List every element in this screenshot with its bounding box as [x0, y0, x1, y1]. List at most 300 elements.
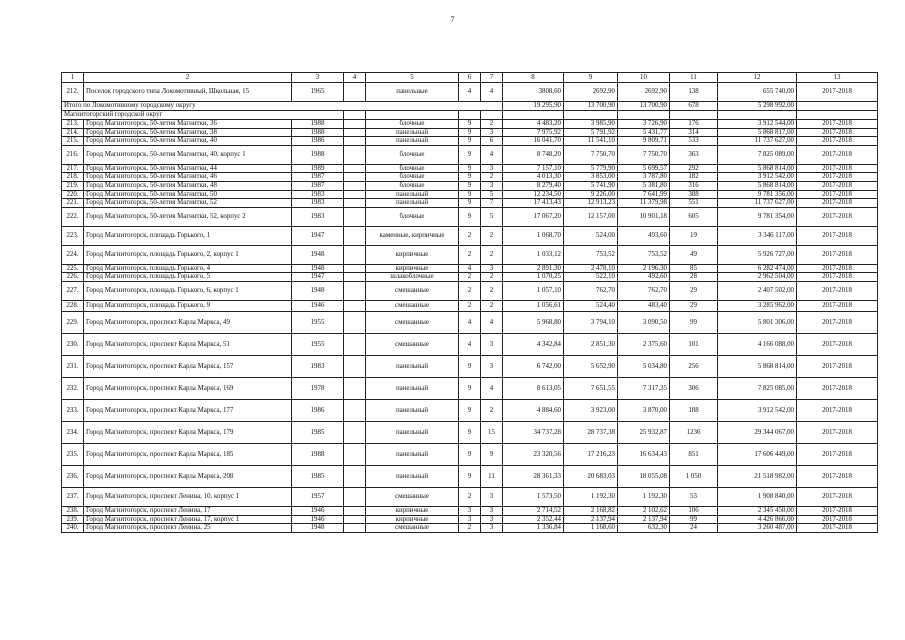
table-cell: 9: [459, 164, 481, 173]
table-cell: 1946: [292, 515, 344, 524]
table-row: [62, 137, 878, 146]
table-cell: 1 050: [670, 465, 718, 487]
table-cell: 762,70: [564, 281, 618, 300]
table-cell: 2: [459, 226, 481, 245]
table-cell: 3 985,90: [564, 120, 618, 129]
table-cell: 229.: [62, 311, 84, 333]
table-cell: [344, 120, 366, 129]
total-cell: 678: [670, 102, 718, 111]
table-cell: 524,00: [564, 226, 618, 245]
table-cell: блочные: [366, 120, 459, 129]
table-cell: 5: [481, 190, 503, 199]
table-cell: 2: [459, 281, 481, 300]
table-cell: панельные: [366, 83, 459, 102]
section-row: [62, 111, 878, 120]
table-cell: 1 168,60: [564, 524, 618, 533]
table-row: [62, 311, 878, 333]
table-cell: Город Магнитогорск, проспект Карла Маркса, 208: [84, 465, 292, 487]
table-cell: 99: [670, 311, 718, 333]
table-cell: [344, 226, 366, 245]
table-cell: [344, 145, 366, 164]
table-cell: 3: [481, 506, 503, 515]
table-cell: 1 192,30: [564, 487, 618, 506]
table-cell: 2 714,52: [503, 506, 564, 515]
table-cell: 1947: [292, 273, 344, 282]
table-cell: 2692,90: [564, 83, 618, 102]
table-row: [62, 399, 878, 421]
table-cell: 99: [670, 515, 718, 524]
table-cell: 20 683,03: [564, 465, 618, 487]
table-cell: 3: [481, 487, 503, 506]
table-row: [62, 465, 878, 487]
table-cell: 138: [670, 83, 718, 102]
table-cell: кирпичные: [366, 245, 459, 264]
table-row: [62, 190, 878, 199]
table-cell: 11 541,10: [564, 137, 618, 146]
table-cell: 8 748,20: [503, 145, 564, 164]
total-row: [62, 102, 878, 111]
table-cell: 106: [670, 506, 718, 515]
table-cell: 237.: [62, 487, 84, 506]
table-cell: 2017-2018: [797, 164, 878, 173]
table-cell: Город Магнитогорск, проспект Карла Маркса, 169: [84, 377, 292, 399]
table-cell: панельный: [366, 137, 459, 146]
table-cell: 292: [670, 164, 718, 173]
header-cell: 7: [481, 73, 503, 83]
table-cell: 306: [670, 377, 718, 399]
table-cell: 216.: [62, 145, 84, 164]
header-cell: 10: [618, 73, 670, 83]
table-cell: 232.: [62, 377, 84, 399]
table-cell: 2017-2018: [797, 506, 878, 515]
table-row: [62, 199, 878, 208]
table-cell: блочные: [366, 207, 459, 226]
table-cell: 3 090,50: [618, 311, 670, 333]
table-cell: 3: [481, 333, 503, 355]
table-cell: 1 908 840,00: [718, 487, 797, 506]
table-cell: 224.: [62, 245, 84, 264]
table-cell: 9: [481, 443, 503, 465]
table-cell: 2017-2018: [797, 199, 878, 208]
table-cell: 256: [670, 355, 718, 377]
table-cell: 6: [481, 137, 503, 146]
table-cell: 2: [481, 226, 503, 245]
table-cell: 213.: [62, 120, 84, 129]
table-cell: 9: [459, 145, 481, 164]
table-cell: 493,60: [618, 226, 670, 245]
table-cell: 4 483,20: [503, 120, 564, 129]
table-cell: 7 641,99: [618, 190, 670, 199]
empty-cell: [344, 111, 366, 120]
total-cell: 13 700,90: [564, 102, 618, 111]
table-cell: [344, 524, 366, 533]
table-cell: Город Магнитогорск, проспект Ленина, 17: [84, 506, 292, 515]
table-cell: 5 868 814,00: [718, 355, 797, 377]
table-cell: 1987: [292, 181, 344, 190]
table-cell: 2 407 502,00: [718, 281, 797, 300]
table-cell: Город Магнитогорск, 50-летия Магнитки, 36: [84, 120, 292, 129]
table-cell: 2017-2018: [797, 137, 878, 146]
table-cell: 222.: [62, 207, 84, 226]
table-cell: Город Магнитогорск, проспект Ленина, 10, корпус 1: [84, 487, 292, 506]
table-cell: 4: [459, 333, 481, 355]
table-cell: 101: [670, 333, 718, 355]
table-cell: 2: [481, 273, 503, 282]
table-cell: 2 962 504,00: [718, 273, 797, 282]
table-cell: 2 352,44: [503, 515, 564, 524]
table-cell: 17 067,20: [503, 207, 564, 226]
table-cell: панельный: [366, 128, 459, 137]
table-row: [62, 207, 878, 226]
table-cell: 227.: [62, 281, 84, 300]
table-cell: 1988: [292, 145, 344, 164]
table-cell: 2: [459, 245, 481, 264]
table-cell: 3808,60: [503, 83, 564, 102]
table-cell: шлакоблочные: [366, 273, 459, 282]
table-cell: 215.: [62, 137, 84, 146]
table-cell: Город Магнитогорск, 50-летия Магнитки, 48: [84, 181, 292, 190]
table-cell: [344, 190, 366, 199]
table-cell: 28 361,33: [503, 465, 564, 487]
table-cell: 29: [670, 281, 718, 300]
table-cell: 24: [670, 524, 718, 533]
table-cell: 2017-2018: [797, 311, 878, 333]
header-cell: 5: [366, 73, 459, 83]
table-cell: 17 413,43: [503, 199, 564, 208]
table-cell: 9: [459, 377, 481, 399]
table-cell: Город Магнитогорск, 50-летия Магнитки, 40: [84, 137, 292, 146]
table-cell: 522,10: [564, 273, 618, 282]
empty-cell: [481, 111, 503, 120]
table-cell: 4: [459, 83, 481, 102]
table-cell: [344, 311, 366, 333]
table-cell: 3 726,90: [618, 120, 670, 129]
table-cell: 231.: [62, 355, 84, 377]
table-cell: [344, 173, 366, 182]
table-cell: 2 375,60: [618, 333, 670, 355]
table-cell: 9: [459, 443, 481, 465]
table-cell: 85: [670, 264, 718, 273]
table-cell: Город Магнитогорск, проспект Карла Маркса, 177: [84, 399, 292, 421]
table-cell: 762,70: [618, 281, 670, 300]
table-cell: 7 750,70: [564, 145, 618, 164]
table-cell: 9: [459, 190, 481, 199]
table-cell: Город Магнитогорск, площадь Горького, 1: [84, 226, 292, 245]
table-cell: 753,52: [618, 245, 670, 264]
table-cell: 1948: [292, 524, 344, 533]
table-cell: Город Магнитогорск, площадь Горького, 9: [84, 300, 292, 311]
total-label: Итого по Локомотивному городскому округу: [62, 102, 503, 111]
table-cell: Поселок городского типа Локомотивный, Школьная, 15: [84, 83, 292, 102]
table-cell: 2: [481, 120, 503, 129]
table-cell: 11: [481, 465, 503, 487]
table-cell: 533: [670, 137, 718, 146]
table-cell: 2: [459, 524, 481, 533]
table-row: [62, 273, 878, 282]
table-cell: 524,40: [564, 300, 618, 311]
table-row: [62, 355, 878, 377]
table-cell: 3: [459, 506, 481, 515]
table-cell: 9: [459, 137, 481, 146]
table-cell: 3 870,00: [618, 399, 670, 421]
table-cell: 2017-2018: [797, 145, 878, 164]
table-cell: [344, 128, 366, 137]
table-cell: [344, 164, 366, 173]
table-row: [62, 83, 878, 102]
table-cell: 2 478,10: [564, 264, 618, 273]
table-cell: 9: [459, 207, 481, 226]
table-cell: 2 102,62: [618, 506, 670, 515]
table-cell: 1948: [292, 281, 344, 300]
table-cell: 3: [481, 264, 503, 273]
table-cell: 3: [481, 128, 503, 137]
table-row: [62, 226, 878, 245]
table-cell: 2: [459, 300, 481, 311]
table-cell: 605: [670, 207, 718, 226]
table-cell: 363: [670, 145, 718, 164]
table-cell: 4 013,30: [503, 173, 564, 182]
table-cell: смешанные: [366, 333, 459, 355]
empty-cell: [670, 111, 718, 120]
table-cell: 3 853,00: [564, 173, 618, 182]
table-cell: [344, 83, 366, 102]
table-cell: панельный: [366, 199, 459, 208]
total-cell: 19 295,90: [503, 102, 564, 111]
table-cell: 21 518 982,00: [718, 465, 797, 487]
table-row: [62, 506, 878, 515]
table-cell: 9: [459, 355, 481, 377]
table-cell: 2017-2018: [797, 399, 878, 421]
table-cell: 7 157,10: [503, 164, 564, 173]
table-cell: 1965: [292, 83, 344, 102]
table-cell: 23 320,56: [503, 443, 564, 465]
table-cell: 3 923,00: [564, 399, 618, 421]
table-cell: 217.: [62, 164, 84, 173]
table-cell: 29 344 067,00: [718, 421, 797, 443]
table-cell: 1983: [292, 190, 344, 199]
table-cell: 314: [670, 128, 718, 137]
table-cell: 2 168,82: [564, 506, 618, 515]
table-row: [62, 281, 878, 300]
table-cell: [344, 300, 366, 311]
table-cell: 11 737 627,00: [718, 199, 797, 208]
table-cell: 16 634,43: [618, 443, 670, 465]
table-row: [62, 524, 878, 533]
empty-cell: [459, 111, 481, 120]
table-row: [62, 164, 878, 173]
table-cell: 1948: [292, 264, 344, 273]
table-cell: 2: [459, 487, 481, 506]
header-cell: 4: [344, 73, 366, 83]
table-cell: блочные: [366, 173, 459, 182]
table-cell: 7 317,35: [618, 377, 670, 399]
table-cell: 53: [670, 487, 718, 506]
table-cell: 1955: [292, 311, 344, 333]
housing-table: [61, 72, 878, 533]
table-row: [62, 443, 878, 465]
table-cell: 2 891,30: [503, 264, 564, 273]
table-cell: 25 932,87: [618, 421, 670, 443]
table-cell: смешанные: [366, 281, 459, 300]
table-cell: 3 285 962,00: [718, 300, 797, 311]
header-cell: 13: [797, 73, 878, 83]
table-cell: 5 791,92: [564, 128, 618, 137]
table-cell: кирпичные: [366, 264, 459, 273]
table-cell: 1988: [292, 443, 344, 465]
table-cell: [344, 245, 366, 264]
table-cell: панельный: [366, 443, 459, 465]
table-cell: 5 381,80: [618, 181, 670, 190]
table-cell: [344, 506, 366, 515]
table-cell: смешанные: [366, 300, 459, 311]
table-cell: [344, 487, 366, 506]
table-cell: 2017-2018: [797, 515, 878, 524]
table-cell: 2 851,30: [564, 333, 618, 355]
table-cell: 1 033,12: [503, 245, 564, 264]
table-cell: [344, 421, 366, 443]
table-cell: 9 781 356,00: [718, 190, 797, 199]
table-cell: [344, 137, 366, 146]
empty-cell: [503, 111, 564, 120]
table-cell: 5 741,90: [564, 181, 618, 190]
table-cell: 6 742,00: [503, 355, 564, 377]
table-row: [62, 264, 878, 273]
table-cell: 9: [459, 128, 481, 137]
table-cell: 2017-2018: [797, 245, 878, 264]
table-row: [62, 515, 878, 524]
table-cell: 2: [481, 245, 503, 264]
table-cell: [344, 207, 366, 226]
header-cell: 9: [564, 73, 618, 83]
table-cell: 5 968,80: [503, 311, 564, 333]
table-cell: 1983: [292, 199, 344, 208]
table-cell: 228.: [62, 300, 84, 311]
table-row: [62, 421, 878, 443]
table-cell: 9: [459, 399, 481, 421]
table-cell: 1986: [292, 137, 344, 146]
table-cell: 9: [459, 421, 481, 443]
table-cell: блочные: [366, 145, 459, 164]
table-cell: 12 157,00: [564, 207, 618, 226]
table-cell: 2017-2018: [797, 173, 878, 182]
table-cell: [344, 199, 366, 208]
table-cell: 19: [670, 226, 718, 245]
table-cell: [344, 515, 366, 524]
table-cell: 5: [481, 207, 503, 226]
table-cell: 3: [459, 515, 481, 524]
table-cell: 9: [459, 181, 481, 190]
table-cell: 551: [670, 199, 718, 208]
table-cell: Город Магнитогорск, площадь Горького, 6, корпус 1: [84, 281, 292, 300]
header-cell: 11: [670, 73, 718, 83]
table-cell: смешанные: [366, 311, 459, 333]
table-cell: 238.: [62, 506, 84, 515]
table-cell: 3 912 544,00: [718, 120, 797, 129]
table-cell: 7: [481, 199, 503, 208]
table-cell: Город Магнитогорск, 50-летия Магнитки, 46: [84, 173, 292, 182]
table-cell: 7 825 089,00: [718, 145, 797, 164]
table-cell: 2 196,30: [618, 264, 670, 273]
table-cell: 17 606 449,00: [718, 443, 797, 465]
table-cell: 2017-2018: [797, 421, 878, 443]
empty-cell: [564, 111, 618, 120]
table-row: [62, 181, 878, 190]
table-cell: 176: [670, 120, 718, 129]
table-cell: 6 282 474,00: [718, 264, 797, 273]
table-cell: 2017-2018: [797, 487, 878, 506]
table-cell: 5 034,80: [618, 355, 670, 377]
table-row: [62, 487, 878, 506]
table-cell: Город Магнитогорск, 50-летия Магнитки, 40, корпус 1: [84, 145, 292, 164]
table-cell: панельный: [366, 190, 459, 199]
table-cell: 182: [670, 173, 718, 182]
table-cell: 5 779,90: [564, 164, 618, 173]
table-cell: 28 737,38: [564, 421, 618, 443]
table-cell: панельный: [366, 465, 459, 487]
table-cell: 3: [481, 164, 503, 173]
table-cell: [344, 181, 366, 190]
table-cell: 2: [481, 173, 503, 182]
table-cell: 3 260 487,00: [718, 524, 797, 533]
table-cell: 3 346 117,00: [718, 226, 797, 245]
table-body: [62, 73, 878, 533]
table-cell: 234.: [62, 421, 84, 443]
table-cell: [344, 273, 366, 282]
table-cell: 223.: [62, 226, 84, 245]
header-cell: 12: [718, 73, 797, 83]
empty-cell: [718, 111, 797, 120]
table-cell: 9 226,00: [564, 190, 618, 199]
table-cell: 230.: [62, 333, 84, 355]
table-cell: 225.: [62, 264, 84, 273]
table-cell: Город Магнитогорск, 50-летия Магнитки, 52: [84, 199, 292, 208]
table-cell: Город Магнитогорск, 50-летия Магнитки, 50: [84, 190, 292, 199]
table-cell: 1986: [292, 399, 344, 421]
table-cell: [344, 399, 366, 421]
table-cell: 214.: [62, 128, 84, 137]
table-cell: панельный: [366, 377, 459, 399]
table-cell: 1955: [292, 333, 344, 355]
table-row: [62, 120, 878, 129]
table-row: [62, 128, 878, 137]
table-cell: 3: [481, 524, 503, 533]
total-cell: 13 700,90: [618, 102, 670, 111]
table-cell: 2017-2018: [797, 120, 878, 129]
table-cell: 3: [481, 355, 503, 377]
table-cell: 220.: [62, 190, 84, 199]
table-row: [62, 245, 878, 264]
header-cell: 8: [503, 73, 564, 83]
table-cell: 2: [481, 281, 503, 300]
table-cell: [344, 333, 366, 355]
table-cell: 240.: [62, 524, 84, 533]
table-cell: 1989: [292, 164, 344, 173]
table-cell: [344, 465, 366, 487]
table-row: [62, 377, 878, 399]
table-cell: 7 825 085,00: [718, 377, 797, 399]
table-cell: кирпичные: [366, 515, 459, 524]
table-cell: 7 750,70: [618, 145, 670, 164]
table-cell: Город Магнитогорск, проспект Карла Маркса, 49: [84, 311, 292, 333]
table-cell: 11 379,98: [618, 199, 670, 208]
table-cell: 1983: [292, 207, 344, 226]
table-cell: 2017-2018: [797, 207, 878, 226]
table-row: [62, 173, 878, 182]
table-cell: 4: [459, 264, 481, 273]
table-cell: 1988: [292, 128, 344, 137]
table-cell: 2017-2018: [797, 264, 878, 273]
header-cell: 1: [62, 73, 84, 83]
